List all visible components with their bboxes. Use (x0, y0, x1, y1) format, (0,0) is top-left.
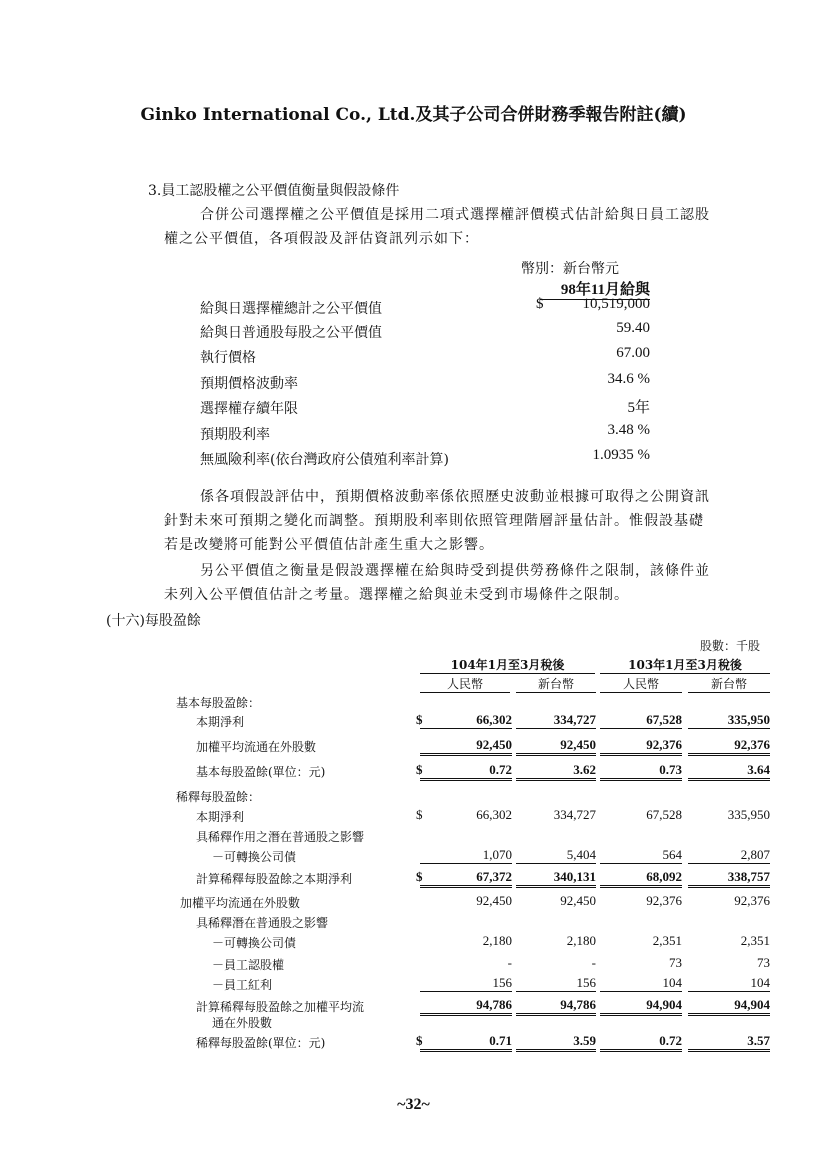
table-cell: 0.72 (420, 762, 512, 781)
paragraph: 係各項假設評估中，預期價格波動率係依照歷史波動並根據可取得之公開資訊 (200, 489, 710, 505)
table-cell: 67,372 (420, 869, 512, 888)
table-cell: 2,807 (688, 847, 770, 864)
table-cell: 156 (516, 975, 596, 992)
assumption-value: 1.0935 % (592, 447, 650, 463)
row-label: 稀釋每股盈餘： (176, 790, 261, 804)
table-cell: 67,528 (600, 712, 682, 729)
row-label: 加權平均流通在外股數 (180, 896, 301, 910)
table-cell: - (507, 955, 512, 970)
table-cell: 3.59 (516, 1033, 596, 1052)
section-heading: (十六)每股盈餘 (106, 613, 201, 629)
table-cell: 92,376 (734, 893, 770, 908)
assumption-label: 無風險利率(依台灣政府公債殖利率計算) (200, 452, 449, 468)
table-cell: 104 (688, 975, 770, 992)
assumption-value: 5年 (627, 400, 650, 416)
table-cell: 564 (600, 847, 682, 864)
table-cell: 1,070 (420, 847, 512, 864)
section-heading: 3.員工認股權之公平價值衡量與假設條件 (148, 183, 400, 199)
intro-text: 權之公平價值，各項假設及評估資訊列示如下： (164, 231, 479, 247)
row-label: 計算稀釋每股盈餘之加權平均流 (196, 1000, 365, 1014)
assumption-label: 給與日選擇權總計之公平價值 (200, 301, 382, 317)
dollar-sign: $ (536, 296, 544, 312)
column-header-ntd: 新台幣 (516, 675, 596, 693)
table-cell: 94,904 (688, 997, 770, 1016)
table-cell: 2,351 (740, 933, 770, 948)
assumption-label: 給與日普通股每股之公平價值 (200, 325, 382, 341)
table-cell: 68,092 (600, 869, 682, 888)
table-cell: 334,727 (516, 712, 596, 729)
row-label: 本期淨利 (196, 715, 245, 729)
row-label: 基本每股盈餘(單位：元) (196, 765, 326, 779)
paragraph: 若是改變將可能對公平價值估計產生重大之影響。 (164, 537, 494, 553)
row-label: 加權平均流通在外股數 (196, 740, 317, 754)
row-label: 基本每股盈餘： (176, 696, 261, 710)
table-cell: 92,450 (476, 893, 512, 908)
row-label: －員工認股權 (212, 958, 285, 972)
table-cell: 2,351 (652, 933, 682, 948)
table-cell: 3.64 (688, 762, 770, 781)
period-header: 103年1月至3月稅後 (600, 656, 770, 674)
row-label: 具稀釋潛在普通股之影響 (196, 916, 329, 930)
assumption-label: 預期股利率 (200, 427, 270, 443)
page-number: ~32~ (397, 1096, 430, 1113)
assumption-value: 10,519,000 (582, 296, 650, 312)
row-label: 通在外股數 (212, 1016, 273, 1030)
table-cell: 94,904 (600, 997, 682, 1016)
assumption-value: 67.00 (616, 345, 650, 361)
table-cell: 92,450 (560, 893, 596, 908)
table-cell: - (591, 955, 596, 970)
paragraph: 未列入公平價值估計之考量。選擇權之給與並未受到市場條件之限制。 (164, 587, 629, 603)
table-cell: 0.72 (600, 1033, 682, 1052)
row-label: －可轉換公司債 (212, 936, 297, 950)
dollar-sign: $ (416, 807, 423, 822)
table-cell: 92,376 (600, 737, 682, 756)
table-cell: 334,727 (553, 807, 596, 822)
table-cell: 2,180 (482, 933, 512, 948)
table-cell: 94,786 (420, 997, 512, 1016)
column-header: 98年11月給與 (540, 278, 650, 300)
column-header-ntd: 新台幣 (688, 675, 770, 693)
table-cell: 73 (757, 955, 770, 970)
table-cell: 2,180 (566, 933, 596, 948)
row-label: 計算稀釋每股盈餘之本期淨利 (196, 872, 353, 886)
table-cell: 92,450 (420, 737, 512, 756)
assumption-label: 執行價格 (200, 350, 256, 366)
assumption-value: 59.40 (616, 320, 650, 336)
table-cell: 0.71 (420, 1033, 512, 1052)
table-cell: 0.73 (600, 762, 682, 781)
paragraph: 針對未來可預期之變化而調整。預期股利率則依照管理階層評量估計。惟假設基礎 (164, 513, 704, 529)
column-header-rmb: 人民幣 (600, 675, 682, 693)
table-cell: 92,450 (516, 737, 596, 756)
row-label: 本期淨利 (196, 810, 245, 824)
dollar-sign: $ (416, 712, 423, 727)
row-label: 稀釋每股盈餘(單位：元) (196, 1036, 326, 1050)
row-label: －可轉換公司債 (212, 850, 297, 864)
currency-note: 幣別：新台幣元 (521, 261, 619, 277)
table-cell: 338,757 (688, 869, 770, 888)
period-header: 104年1月至3月稅後 (420, 656, 595, 674)
table-cell: 66,302 (476, 807, 512, 822)
table-cell: 335,950 (727, 807, 770, 822)
table-cell: 104 (600, 975, 682, 992)
table-cell: 5,404 (516, 847, 596, 864)
page-title: Ginko International Co., Ltd.及其子公司合併財務季報告附註(續) (140, 105, 687, 125)
assumption-label: 選擇權存續年限 (200, 401, 298, 417)
paragraph: 另公平價值之衡量是假設選擇權在給與時受到提供勞務條件之限制，該條件並 (200, 563, 710, 579)
intro-text: 合併公司選擇權之公平價值是採用二項式選擇權評價模式估計給與日員工認股 (200, 207, 710, 223)
dollar-sign: $ (416, 762, 423, 777)
assumption-value: 34.6 % (607, 371, 650, 387)
table-cell: 92,376 (688, 737, 770, 756)
assumption-value: 3.48 % (607, 422, 650, 438)
table-cell: 66,302 (420, 712, 512, 729)
row-label: －員工紅利 (212, 978, 273, 992)
row-label: 具稀釋作用之潛在普通股之影響 (196, 830, 365, 844)
dollar-sign: $ (416, 1033, 423, 1048)
unit-note: 股數：千股 (700, 639, 761, 653)
column-header-rmb: 人民幣 (420, 675, 510, 693)
table-cell: 67,528 (646, 807, 682, 822)
table-cell: 340,131 (516, 869, 596, 888)
table-cell: 3.62 (516, 762, 596, 781)
table-cell: 156 (420, 975, 512, 992)
table-cell: 92,376 (646, 893, 682, 908)
dollar-sign: $ (416, 869, 423, 884)
table-cell: 335,950 (688, 712, 770, 729)
table-cell: 3.57 (688, 1033, 770, 1052)
assumption-label: 預期價格波動率 (200, 376, 298, 392)
table-cell: 94,786 (516, 997, 596, 1016)
table-cell: 73 (669, 955, 682, 970)
